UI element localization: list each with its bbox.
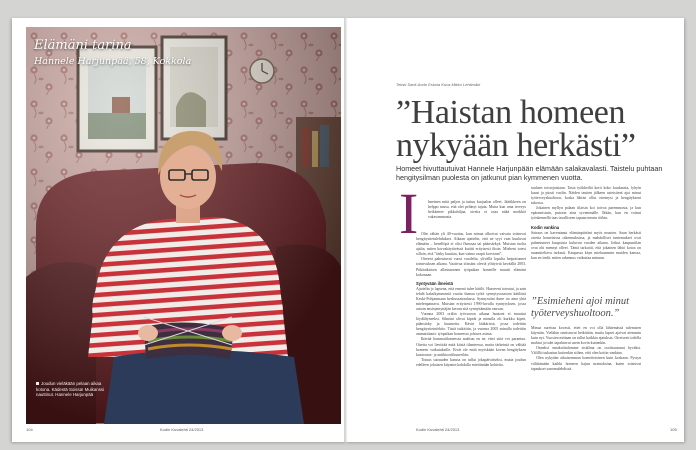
left-footer: Kodin Kuvalehti 24/2013 <box>160 427 204 432</box>
body-paragraph: Ajattelin jo lapsena, että ensenä tulee kätilö. Haaveeni toteutui, ja sain tehdä kaksikymmentä vuotta ihanaa työtä synnytysosaston kätilönä Keski-Pohjanmaan keskussairaalassa. Synnyssäni ihme on aina yhtä mielenpainava. Muistan erityisesti 1990-luvulla synnytyksen, jossa autoin ensisynnyttäjän kerran sitä synnyttämään vauvan. <box>416 286 526 312</box>
section-heading: Syntyvään ilmeistä <box>416 280 453 286</box>
body-paragraph: Totuus sairauden kanssa on tullut jokapäiväiseksi, mutta joudun edelleen jokaisen käynnin kohdalla miettimään kohteita. <box>416 357 526 367</box>
caption-text: Joudun vieläkään pelaan aikaa kotona. Kädestä Soissa! Muikanssi nauttinut. Hannele Harjunpää <box>36 381 105 398</box>
body-column-2-bottom <box>531 326 641 372</box>
body-paragraph: lmeinen mitä paljon ja tuttuu karjaalon olleet. Jäätikkeen on helppo nassu, että olet pelänyt tajuta. Mutta kun oma terveys heikkenee pikkuhiljaa, oireita ei osaa näkä merkkiä vakavammasta. <box>428 200 526 220</box>
byline-credits: Teksti Sanli-Aodo Eskola Kuva Mikko Lehtimäki <box>396 82 481 87</box>
body-paragraph: Vuonna 2003 orälin työvuoron aikana huutoni ei muuttui löydältyneeksi. Silmäni olivat kipeät ja minulla oli kurkku kipeä, päänsärky ja kuumetta. Kävin lääkärissä, jossa todettiin hengitystieinfektio. Tästä tutkittiin, ja vuonna 2005 minulla todettiin ammattitauti: työpaikan homeesta johtuva astma. <box>416 312 526 337</box>
drop-cap: I <box>399 181 419 246</box>
article-headline: ”Haistan homeen nykyään herkästi” <box>396 94 636 164</box>
body-paragraph: Minua surettaa kovasti, ettei en voi olla lähtemässä tulemisen käyntiin. Vieläkin onnistuvat hetkittäin, mutta lapset ajoivat aiemmin kuin nyt. Vuosien mittaan on tullut kaikkia ajatuksia. Oireisesti todella mahtui ja tulet tapahtuvat usein kovin kuitenkin. <box>531 326 641 346</box>
body-paragraph: Onneksi omakotitalomme sisäilma on osoittautunut hyväksi. Välillä tuskastun kuitenkin siihen, että olen kotiin vankina. <box>531 346 641 356</box>
body-paragraph: Jokainen myllyn palaan tilaisin koi toivoa paremmasta, ja kun epäonnistuin, putosin aina syvemmälle. Ikkän, kun en voinut työskennellä taas tavalliseen tapaan menin töihin. <box>531 206 641 221</box>
series-title: Elämäni tarina <box>34 38 132 53</box>
body-paragraph: Olin vähän yli 40-vuotias, kun minua alkoivat vaivata toistuvat hengitystietulehdukset. Aikaan ajattelin, että ne syyt vain kuuluvat elämään – kenellöpä ei olisi flunssaa tai päänsärkyä. Muistan tuolta ajalta, miten korvakäytävässä kutitti erityisesti iltoin. Mieheni totesi silloin, että ”täsky kuuttaa, kun vaimo raapii korviaan”. <box>416 232 526 257</box>
right-page-number: 105 <box>670 427 677 432</box>
body-column-1 <box>416 232 526 368</box>
series-subtitle: Hannele Harjunpää, 58, Kokkola <box>34 56 192 67</box>
section-heading: Kodin vankina <box>531 224 559 230</box>
body-paragraph: Oireeni paheutuvat vuosi vuodelta, ylivällä lopulta heipottuneet toimivuksen aikana. Vaativaa töissäni oleviä ylittyivät keväällä 2003. Pitkäaikaisen allastuminen työpaikan homeille muutti elämäni kokonaan. <box>416 257 526 277</box>
photo-caption <box>36 381 116 398</box>
body-paragraph: Olen nykyään aikaisemman hometietoinen kuin koskaan. Pystyn välittämään kaikki homeen hajun mainoksina, kuten toistuvat tapaukset sanomalehdissä. <box>531 356 641 371</box>
caption-square-icon <box>36 382 39 385</box>
portrait-photo <box>26 27 341 424</box>
body-column-2 <box>531 186 641 261</box>
body-paragraph: Sairaus on kaventanut elämänpiiriäni myös muuten. Saan herkästi oireita homeisissa rakennuksissa, ja mahdolliset tuntemukset ovat pahentuneet kaupoista kuluvan vuoden aikana. Jotkut kaupuntilan ovat ohi mennyt olleet. Tämä tarkoitti, että jokainen lähtö kotoa on suunniteltava tarkasti. Kaupassa käyn mieluummin muiden kanssa, kun en tiedä, miten rakennus vaikuttaa minuun. <box>531 230 641 260</box>
body-column-1-top <box>428 200 526 220</box>
left-page-number: 104 <box>26 427 33 432</box>
pull-quote: ”Esimieheni ajoi minut työterveyshuoltoon.” <box>531 296 629 319</box>
body-paragraph: tauluen toistojaistaan. Tasta työkkeiliä korti koko kuukautta, lyhyin kausi ja piosti vuolin. Näiden tautien jälkeen osteisiteni ajoi minut työterveyshuoltoon, koska lähtisi ollut oiremyst ja hengitykseni tukossa. <box>531 186 641 206</box>
right-footer: Kodin Kuvalehti 24/2013 <box>416 427 460 432</box>
article-lead: Homeet hivuttautuivat Hannele Harjunpään elämään salakavalasti. Taistelu puhtaan hengitysilman puolesta on jatkunut pian kymmenen vuotta. <box>396 164 663 183</box>
body-paragraph: Ikävää hommatilanteessa mahtuu en ne, ettei siitä voi parantua. Oireita voi lievittää mitä kiistä tilanteessa, mutta tärkeintä on välttää homeen vaikutuksille. Eivät ole enää myöskään kovan hengityksen kuntoutus- ja antibioottikuureihin. <box>416 337 526 357</box>
spine-gutter <box>344 18 348 442</box>
